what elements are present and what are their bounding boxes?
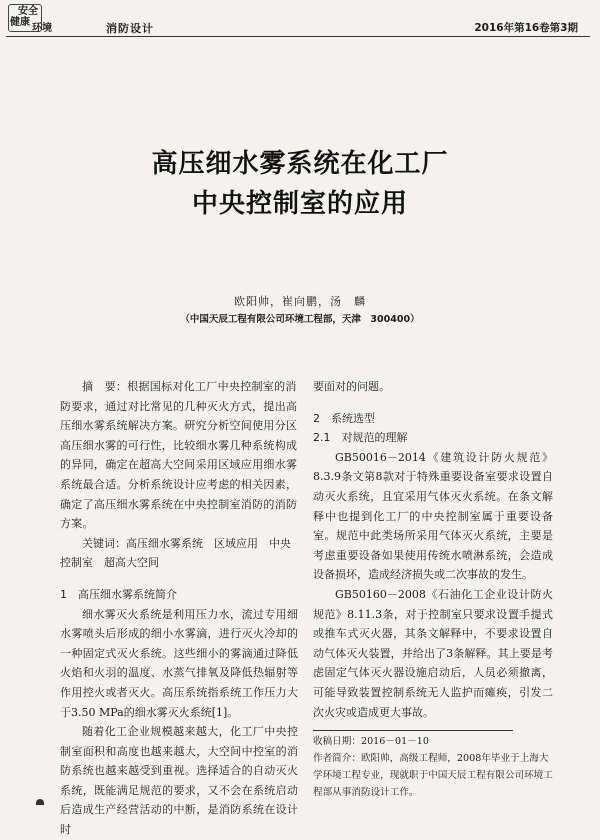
abstract: 摘 要：根据国标对化工厂中央控制室的消防要求，通过对比常见的几种灭火方式，提出高压细水雾系统解决方案。研究分析空间使用分区高压细水雾的可行性，比较细水雾几种系统构成的异同，确定在超高大空间采用区域应用细水雾系统最合适。分析系统设计应考虑的相关因素，确定了高压细水雾系统在中央控制室消防的消防方案。 [60, 380, 298, 531]
paragraph: GB50160－2008《石油化工企业设计防火规范》8.11.3条，对于控制室只要求设置手提式或推车式灭火器，其条文解释中，不要求设置自动气体灭火装置，并给出了3条解释。其上要是考虑固定气体灭火器设施启动后，人员必须撤离，可能导致装置控制系统无人监护而瘫痪，引发二次火灾或造成更大事故。 [313, 587, 553, 719]
right-column [313, 377, 553, 801]
title-line-2: 中央控制室的应用 [191, 189, 408, 219]
footnote-rule [313, 730, 513, 731]
header-rule [6, 36, 590, 37]
paragraph-continued: 要面对的问题。 [313, 380, 390, 393]
logo-text-environment: 环境 [32, 23, 52, 34]
left-column [60, 377, 298, 840]
paragraph: GB50016－2014《建筑设计防火规范》8.3.9条文第8款对于特殊重要设备室要求设置自动灭火系统，且宜采用气体灭火系统。在条文解释中也提到化工厂的中央控制室属于重要设备室。规范中此类场所采用气体灭火系统，主要是考虑重要设备如果使用传统水喷淋系统，会造成设备损坏，造成经济损失或二次事故的发生。 [313, 450, 553, 582]
paragraph: 随着化工企业规模越来越大，化工厂中央控制室面积和高度也越来越大，大空间中控室的消防系统也越来越受到重视。选择适合的自动灭火系统，既能满足规范的要求，又不会在系统启动后造成生产经营活动的中断，是消防系统在设计时 [60, 725, 298, 837]
received-date: 收稿日期：2016－01－10 [313, 736, 429, 748]
paragraph: 细水雾灭火系统是利用压力水，流过专用细水雾喷头后形成的细小水雾滴，进行灭火冷却的一种固定式灭火系统。这些细小的雾滴通过降低火焰和火羽的温度、水蒸气排氧及降低热辐射等作用控火或者灭火。高压系统指系统工作压力大于3.50 MPa的细水雾灭火系统[1]。 [60, 607, 298, 719]
title-line-1: 高压细水雾系统在化工厂 [151, 149, 449, 179]
authors: 欧阳帅，崔向鹏，汤 麟 [234, 295, 366, 308]
logo-text-health: 健康 [10, 17, 30, 28]
journal-logo [8, 4, 72, 34]
section-2-heading: 2 系统选型 [313, 411, 375, 425]
article-title [0, 144, 600, 224]
affiliation: （中国天辰工程有限公司环境工程部，天津 300400） [180, 314, 420, 325]
section-1-heading: 1 高压细水雾系统简介 [60, 587, 177, 601]
author-bio: 作者简介：欧阳帅，高级工程师，2008年毕业于上海大学环境工程专业，现就职于中国天辰工程有限公司环境工程部从事消防设计工作。 [313, 753, 553, 799]
logo-text-safety: 安全 [18, 6, 38, 17]
section-2-1-heading: 2.1 对规范的理解 [313, 431, 408, 445]
spacer [313, 397, 553, 409]
issue-info: 2016年第16卷第3期 [474, 22, 578, 34]
keywords: 关键词：高压细水雾系统 区域应用 中央控制室 超高大空间 [60, 536, 291, 570]
section-label: 消防设计 [106, 22, 154, 35]
page-marker [36, 799, 44, 805]
spacer [60, 573, 298, 585]
